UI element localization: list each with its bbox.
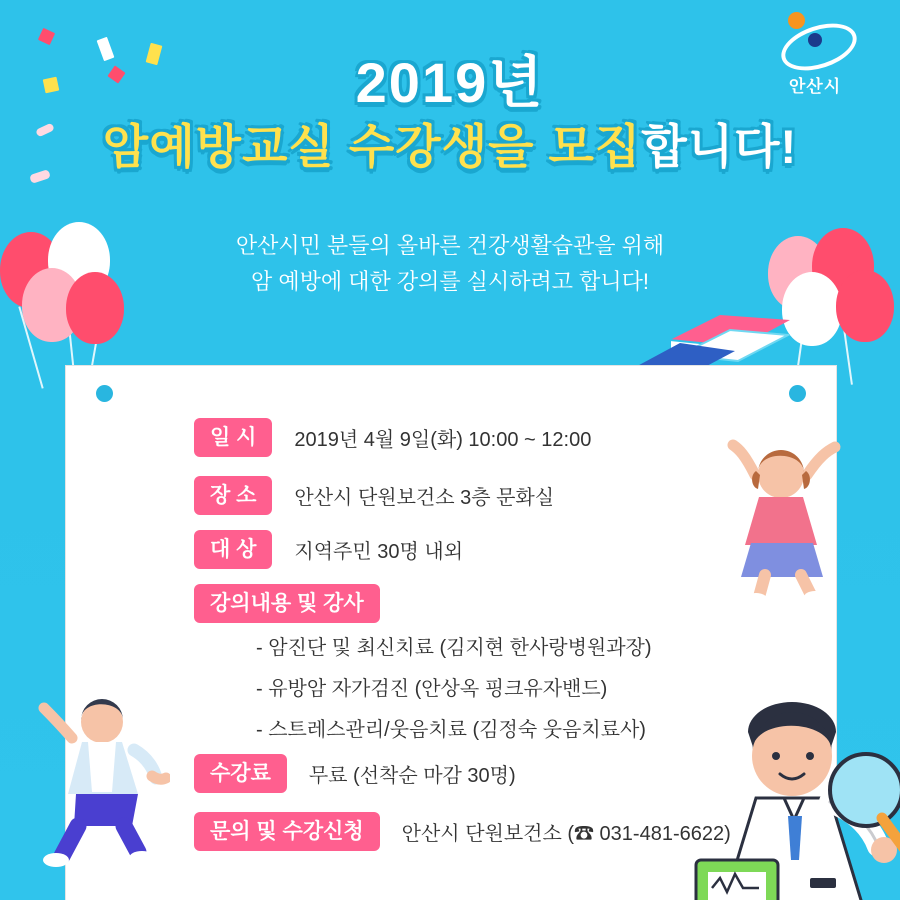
balloon bbox=[782, 272, 842, 346]
headline-tail: 합니다! bbox=[641, 119, 798, 173]
lecture-item: - 유방암 자가검진 (안상옥 핑크유자밴드) bbox=[256, 678, 608, 700]
fee-value: 무료 (선착순 마감 30명) bbox=[308, 765, 516, 788]
headline-main bbox=[0, 120, 900, 174]
headline-highlight: 암예방교실 수강생을 모집 bbox=[102, 119, 642, 173]
detail-row bbox=[194, 476, 554, 515]
headline-year: 2019년 bbox=[355, 51, 545, 114]
balloon bbox=[836, 270, 894, 342]
doctor-with-magnifier-illustration bbox=[660, 690, 900, 900]
detail-row bbox=[194, 418, 591, 457]
detail-label: 일 시 bbox=[194, 418, 272, 457]
contact-label: 문의 및 수강신청 bbox=[194, 812, 380, 851]
subtitle-line-2: 암 예방에 대한 강의를 실시하려고 합니다! bbox=[251, 269, 649, 295]
detail-value: 2019년 4월 9일(화) 10:00 ~ 12:00 bbox=[294, 429, 592, 452]
pin-icon bbox=[789, 385, 806, 402]
detail-value: 지역주민 30명 내외 bbox=[294, 541, 464, 564]
headline bbox=[0, 52, 900, 174]
detail-value: 안산시 단원보건소 3층 문화실 bbox=[294, 487, 555, 510]
detail-label: 대 상 bbox=[194, 530, 272, 569]
balloon bbox=[66, 272, 124, 344]
detail-label: 장 소 bbox=[194, 476, 272, 515]
fee-row bbox=[194, 754, 516, 793]
pin-icon bbox=[96, 385, 113, 402]
cheering-woman-illustration bbox=[715, 435, 865, 605]
fee-label: 수강료 bbox=[194, 754, 287, 793]
lecture-label: 강의내용 및 강사 bbox=[194, 584, 380, 623]
contact-value: 안산시 단원보건소 (☎ 031-481-6622) bbox=[401, 823, 731, 846]
lecture-item: - 암진단 및 최신치료 (김지현 한사랑병원과장) bbox=[256, 637, 652, 659]
confetti-piece bbox=[38, 28, 55, 45]
city-logo-label: 안산시 bbox=[788, 77, 842, 96]
detail-row bbox=[194, 530, 463, 569]
contact-row bbox=[194, 812, 731, 851]
lecture-item: - 스트레스관리/웃음치료 (김정숙 웃음치료사) bbox=[256, 719, 646, 741]
running-doctor-illustration bbox=[20, 680, 170, 870]
subtitle-line-1: 안산시민 분들의 올바른 건강생활습관을 위해 bbox=[235, 233, 665, 258]
lecture-list bbox=[256, 628, 652, 751]
lecture-section-header bbox=[194, 584, 380, 623]
